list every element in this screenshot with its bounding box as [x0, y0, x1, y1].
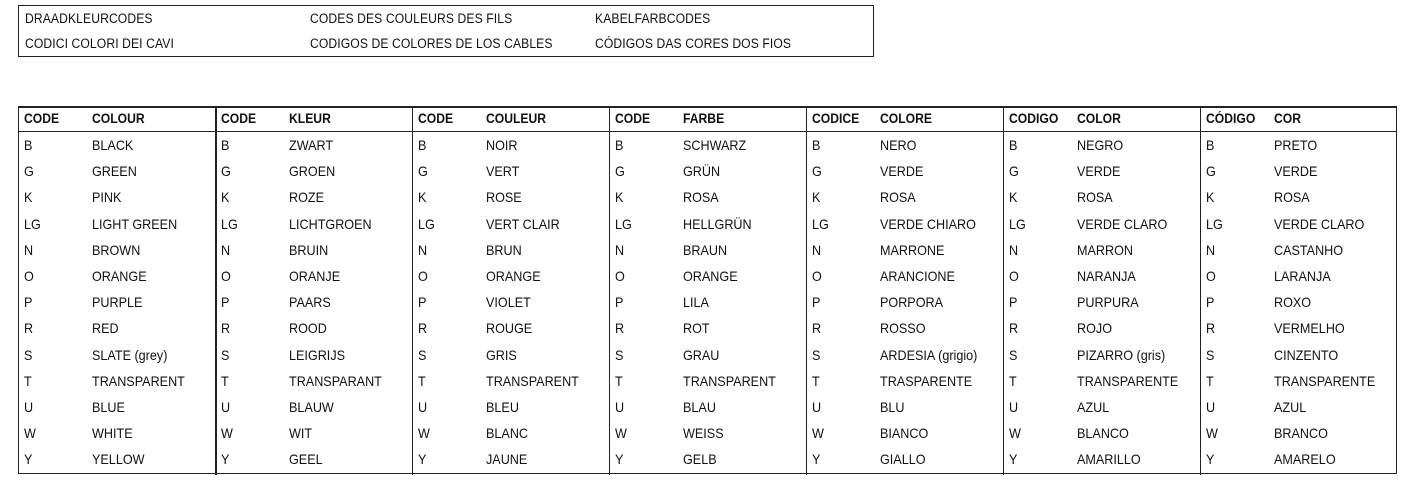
title-italian: CODICI COLORI DEI CAVI — [25, 36, 174, 51]
color-name-cell: LARANJA — [1274, 268, 1331, 284]
color-name-cell: AZUL — [1274, 399, 1307, 415]
code-cell: W — [615, 425, 627, 442]
color-name-cell: VERDE — [880, 163, 924, 180]
code-cell: LG — [615, 215, 632, 232]
color-name-cell: GELB — [683, 451, 717, 468]
code-cell: LG — [221, 215, 238, 232]
code-cell: G — [1009, 163, 1019, 180]
code-cell: O — [24, 268, 34, 284]
code-cell: U — [615, 399, 625, 415]
color-name-cell: AZUL — [1077, 399, 1110, 415]
color-name-cell: ORANGE — [486, 268, 541, 284]
code-cell: S — [418, 346, 427, 363]
code-header-german: CODE — [615, 111, 651, 126]
code-header-spanish: CODIGO — [1009, 111, 1059, 126]
color-name-cell: BLANCO — [1077, 425, 1129, 442]
code-cell: O — [1009, 268, 1019, 284]
color-header-french: COULEUR — [486, 111, 547, 126]
header-divider — [19, 131, 1396, 132]
code-cell: T — [221, 372, 229, 389]
color-name-cell: TRANSPARENT — [486, 372, 579, 389]
color-name-cell: TRANSPARENT — [683, 372, 776, 389]
code-cell: N — [1206, 241, 1216, 258]
color-name-cell: VERDE CLARO — [1274, 215, 1365, 232]
color-name-cell: LEIGRIJS — [289, 346, 346, 363]
color-name-cell: ROUGE — [486, 320, 533, 337]
color-name-cell: ORANGE — [92, 268, 147, 284]
code-cell: P — [221, 294, 230, 311]
code-header-dutch: CODE — [221, 111, 257, 126]
code-cell: G — [812, 163, 822, 180]
code-cell: K — [1206, 189, 1215, 206]
color-name-cell: ROSA — [1274, 189, 1310, 206]
code-cell: R — [1206, 320, 1216, 337]
title-dutch: DRAADKLEURCODES — [25, 11, 153, 26]
code-cell: G — [24, 163, 34, 180]
code-cell: S — [1009, 346, 1018, 363]
color-name-cell: GIALLO — [880, 451, 926, 468]
code-cell: K — [812, 189, 821, 206]
code-cell: B — [24, 137, 33, 153]
color-name-cell: ROSA — [683, 189, 719, 206]
code-header-portuguese: CÓDIGO — [1206, 111, 1256, 126]
code-cell: O — [812, 268, 822, 284]
code-cell: LG — [1009, 215, 1026, 232]
code-cell: T — [615, 372, 623, 389]
color-name-cell: ROT — [683, 320, 710, 337]
code-cell: T — [418, 372, 426, 389]
code-cell: B — [1009, 137, 1018, 153]
color-name-cell: YELLOW — [92, 451, 145, 468]
code-cell: U — [812, 399, 822, 415]
color-name-cell: ORANGE — [683, 268, 738, 284]
code-cell: R — [24, 320, 34, 337]
color-name-cell: VERDE CHIARO — [880, 215, 976, 232]
code-cell: R — [615, 320, 625, 337]
color-name-cell: TRANSPARENT — [92, 372, 185, 389]
color-name-cell: BRUIN — [289, 241, 329, 258]
color-code-table — [18, 106, 1397, 474]
color-name-cell: GRÜN — [683, 163, 721, 180]
color-header-portuguese: COR — [1274, 111, 1301, 126]
code-cell: S — [615, 346, 624, 363]
code-cell: B — [1206, 137, 1215, 153]
color-name-cell: PURPLE — [92, 294, 143, 311]
code-header-italian: CODICE — [812, 111, 860, 126]
color-name-cell: VERT — [486, 163, 520, 180]
color-name-cell: VERDE — [1077, 163, 1121, 180]
color-name-cell: NARANJA — [1077, 268, 1136, 284]
code-cell: B — [418, 137, 427, 153]
code-cell: N — [615, 241, 625, 258]
code-cell: LG — [1206, 215, 1223, 232]
color-name-cell: CASTANHO — [1274, 241, 1344, 258]
code-cell: S — [812, 346, 821, 363]
color-name-cell: TRASPARENTE — [880, 372, 973, 389]
code-cell: U — [1206, 399, 1216, 415]
color-name-cell: ROZE — [289, 189, 325, 206]
color-name-cell: LICHTGROEN — [289, 215, 372, 232]
code-cell: W — [418, 425, 430, 442]
color-name-cell: VERMELHO — [1274, 320, 1345, 337]
code-cell: G — [221, 163, 231, 180]
color-name-cell: GRAU — [683, 346, 720, 363]
code-cell: U — [221, 399, 231, 415]
color-name-cell: GROEN — [289, 163, 336, 180]
color-name-cell: PINK — [92, 189, 122, 206]
code-cell: T — [812, 372, 820, 389]
color-name-cell: TRANSPARENTE — [1274, 372, 1376, 389]
color-name-cell: WHITE — [92, 425, 133, 442]
color-name-cell: LILA — [683, 294, 709, 311]
title-spanish: CODIGOS DE COLORES DE LOS CABLES — [310, 36, 553, 51]
color-name-cell: BRUN — [486, 241, 522, 258]
color-name-cell: ROOD — [289, 320, 327, 337]
code-cell: P — [615, 294, 624, 311]
code-cell: U — [418, 399, 428, 415]
column-divider-german — [609, 106, 610, 475]
code-cell: G — [615, 163, 625, 180]
color-name-cell: RED — [92, 320, 119, 337]
color-name-cell: ROSA — [1077, 189, 1113, 206]
color-name-cell: BRAUN — [683, 241, 728, 258]
code-cell: K — [615, 189, 624, 206]
code-cell: Y — [24, 451, 33, 468]
code-cell: Y — [1206, 451, 1215, 468]
color-name-cell: SCHWARZ — [683, 137, 747, 153]
color-name-cell: ZWART — [289, 137, 334, 153]
code-cell: G — [1206, 163, 1216, 180]
color-name-cell: BLANC — [486, 425, 529, 442]
color-name-cell: PAARS — [289, 294, 331, 311]
title-portuguese: CÓDIGOS DAS CORES DOS FIOS — [595, 36, 792, 51]
color-name-cell: PORPORA — [880, 294, 944, 311]
column-divider-french — [412, 106, 413, 475]
color-name-cell: ARDESIA (grigio) — [880, 346, 978, 363]
color-name-cell: BRANCO — [1274, 425, 1328, 442]
color-name-cell: BLAUW — [289, 399, 334, 415]
code-cell: Y — [812, 451, 821, 468]
code-cell: K — [221, 189, 230, 206]
code-cell: O — [1206, 268, 1216, 284]
color-name-cell: VIOLET — [486, 294, 531, 311]
color-name-cell: TRANSPARANT — [289, 372, 382, 389]
color-name-cell: ORANJE — [289, 268, 341, 284]
color-header-italian: COLORE — [880, 111, 932, 126]
code-cell: P — [418, 294, 427, 311]
code-cell: Y — [418, 451, 427, 468]
color-name-cell: BLAU — [683, 399, 716, 415]
color-name-cell: ROXO — [1274, 294, 1312, 311]
code-cell: W — [1206, 425, 1218, 442]
color-name-cell: BROWN — [92, 241, 141, 258]
color-name-cell: MARRON — [1077, 241, 1134, 258]
column-divider-dutch — [215, 106, 217, 475]
color-name-cell: JAUNE — [486, 451, 528, 468]
code-cell: O — [221, 268, 231, 284]
color-name-cell: PURPURA — [1077, 294, 1139, 311]
color-name-cell: ROSA — [880, 189, 916, 206]
column-divider-italian — [806, 106, 807, 475]
code-cell: W — [24, 425, 36, 442]
code-cell: U — [24, 399, 34, 415]
code-cell: W — [221, 425, 233, 442]
color-name-cell: CINZENTO — [1274, 346, 1339, 363]
code-cell: N — [418, 241, 428, 258]
color-name-cell: MARRONE — [880, 241, 945, 258]
code-cell: K — [418, 189, 427, 206]
color-name-cell: PIZARRO (gris) — [1077, 346, 1166, 363]
column-divider-spanish — [1003, 106, 1004, 475]
code-cell: LG — [24, 215, 41, 232]
code-cell: Y — [615, 451, 624, 468]
code-cell: K — [24, 189, 33, 206]
color-name-cell: VERDE — [1274, 163, 1318, 180]
code-cell: S — [24, 346, 33, 363]
column-divider-portuguese — [1200, 106, 1201, 475]
code-cell: N — [221, 241, 231, 258]
code-cell: O — [615, 268, 625, 284]
color-name-cell: BLEU — [486, 399, 519, 415]
code-cell: W — [812, 425, 824, 442]
color-name-cell: GEEL — [289, 451, 323, 468]
color-name-cell: NOIR — [486, 137, 518, 153]
color-name-cell: LIGHT GREEN — [92, 215, 178, 232]
color-name-cell: ARANCIONE — [880, 268, 955, 284]
code-cell: Y — [1009, 451, 1018, 468]
code-cell: R — [221, 320, 231, 337]
code-cell: P — [1009, 294, 1018, 311]
code-header-french: CODE — [418, 111, 454, 126]
code-cell: S — [221, 346, 230, 363]
color-name-cell: NEGRO — [1077, 137, 1124, 153]
color-name-cell: WEISS — [683, 425, 724, 442]
code-cell: B — [221, 137, 230, 153]
color-header-spanish: COLOR — [1077, 111, 1121, 126]
code-cell: W — [1009, 425, 1021, 442]
code-cell: P — [812, 294, 821, 311]
code-cell: B — [812, 137, 821, 153]
color-name-cell: GREEN — [92, 163, 137, 180]
code-cell: Y — [221, 451, 230, 468]
color-name-cell: VERT CLAIR — [486, 215, 560, 232]
color-name-cell: SLATE (grey) — [92, 346, 168, 363]
code-cell: K — [1009, 189, 1018, 206]
color-header-dutch: KLEUR — [289, 111, 331, 126]
color-name-cell: BLU — [880, 399, 905, 415]
code-cell: N — [24, 241, 34, 258]
color-name-cell: ROSE — [486, 189, 522, 206]
code-cell: R — [812, 320, 822, 337]
code-cell: T — [1009, 372, 1017, 389]
color-name-cell: AMARELO — [1274, 451, 1336, 468]
color-name-cell: VERDE CLARO — [1077, 215, 1168, 232]
color-name-cell: ROJO — [1077, 320, 1113, 337]
color-name-cell: BLUE — [92, 399, 125, 415]
code-cell: S — [1206, 346, 1215, 363]
code-cell: P — [1206, 294, 1215, 311]
code-cell: G — [418, 163, 428, 180]
code-cell: N — [812, 241, 822, 258]
color-name-cell: BIANCO — [880, 425, 929, 442]
code-cell: O — [418, 268, 428, 284]
title-box — [18, 5, 874, 57]
code-cell: N — [1009, 241, 1019, 258]
code-cell: R — [418, 320, 428, 337]
code-cell: T — [24, 372, 32, 389]
color-header-german: FARBE — [683, 111, 725, 126]
color-name-cell: ROSSO — [880, 320, 926, 337]
color-name-cell: WIT — [289, 425, 313, 442]
color-name-cell: PRETO — [1274, 137, 1318, 153]
title-french: CODES DES COULEURS DES FILS — [310, 11, 513, 26]
code-header-english: CODE — [24, 111, 60, 126]
code-cell: R — [1009, 320, 1019, 337]
color-name-cell: TRANSPARENTE — [1077, 372, 1179, 389]
color-name-cell: NERO — [880, 137, 917, 153]
code-cell: U — [1009, 399, 1019, 415]
color-header-english: COLOUR — [92, 111, 145, 126]
code-cell: LG — [418, 215, 435, 232]
color-name-cell: HELLGRÜN — [683, 215, 752, 232]
color-name-cell: BLACK — [92, 137, 134, 153]
color-name-cell: GRIS — [486, 346, 517, 363]
code-cell: LG — [812, 215, 829, 232]
code-cell: P — [24, 294, 33, 311]
code-cell: T — [1206, 372, 1214, 389]
code-cell: B — [615, 137, 624, 153]
title-german: KABELFARBCODES — [595, 11, 711, 26]
color-name-cell: AMARILLO — [1077, 451, 1141, 468]
